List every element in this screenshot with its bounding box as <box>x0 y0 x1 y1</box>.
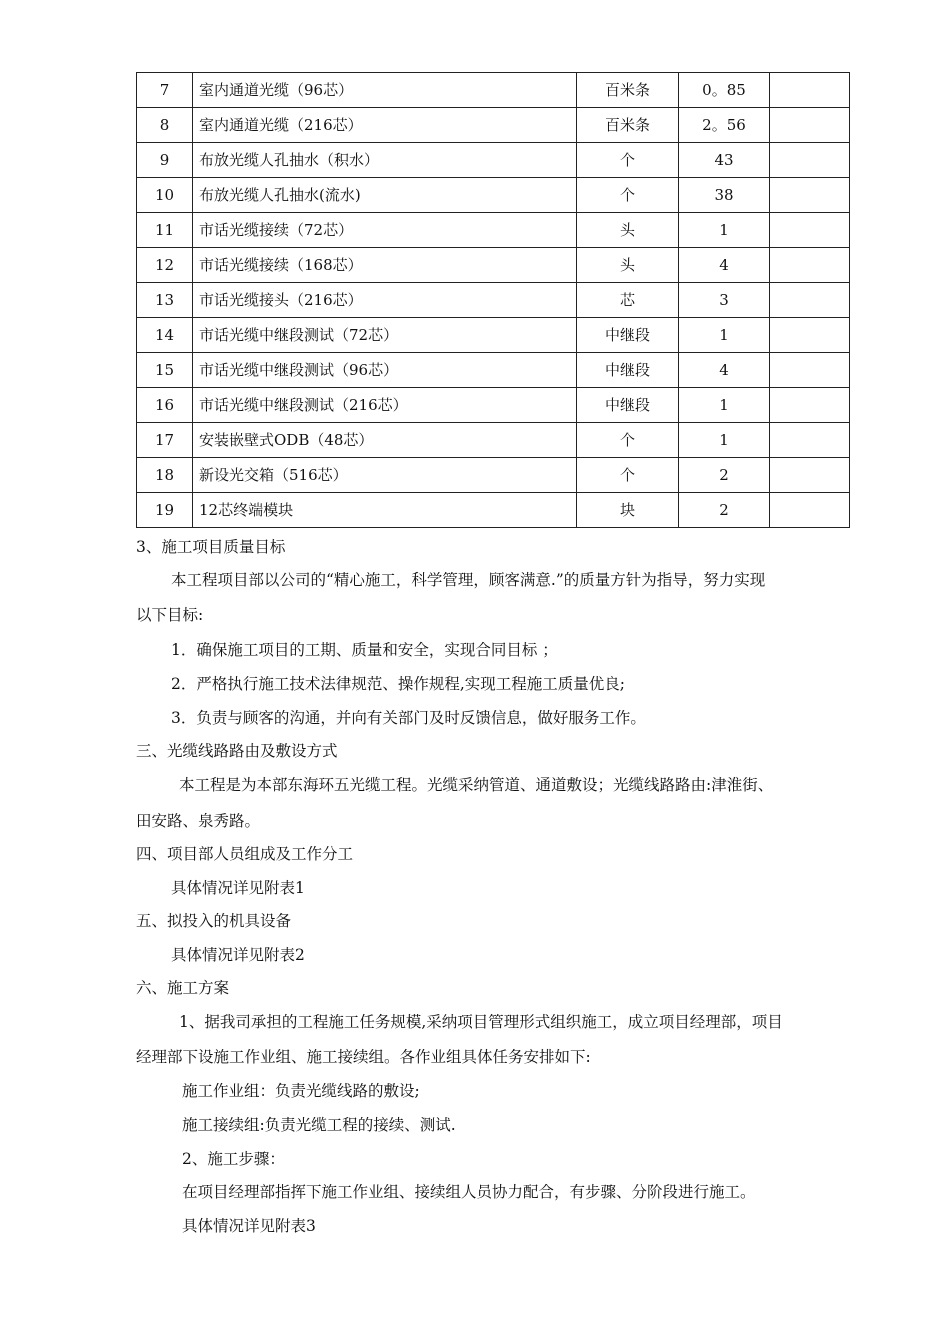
table-row <box>137 178 850 213</box>
item-name-cell: 室内通道光缆（96芯） <box>193 73 577 108</box>
item-note-cell <box>770 388 850 423</box>
plan-appendix-ref: 具体情况详见附表3 <box>182 1217 316 1235</box>
section-3-intro-line-2: 以下目标: <box>136 606 204 624</box>
item-name-cell: 市话光缆接续（168芯） <box>193 248 577 283</box>
work-quantity-table <box>136 72 850 528</box>
section-route-heading: 三、光缆线路路由及敷设方式 <box>136 742 338 760</box>
plan-paragraph-1-line-2: 经理部下设施工作业组、施工接续组。各作业组具体任务安排如下: <box>136 1048 591 1066</box>
table-row <box>137 143 850 178</box>
item-quantity-cell: 0。85 <box>679 73 770 108</box>
item-number-cell: 7 <box>137 73 193 108</box>
plan-group-2: 施工接续组:负责光缆工程的接续、测试. <box>182 1116 456 1134</box>
item-number-cell: 13 <box>137 283 193 318</box>
item-number-cell: 10 <box>137 178 193 213</box>
item-unit-cell: 中继段 <box>577 318 679 353</box>
item-name-cell: 市话光缆中继段测试（96芯） <box>193 353 577 388</box>
item-quantity-cell: 4 <box>679 248 770 283</box>
plan-steps-text: 在项目经理部指挥下施工作业组、接续组人员协力配合，有步骤、分阶段进行施工。 <box>182 1183 756 1201</box>
quality-goal-2: 2．严格执行施工技术法律规范、操作规程,实现工程施工质量优良; <box>171 675 626 693</box>
item-note-cell <box>770 108 850 143</box>
item-note-cell <box>770 493 850 528</box>
plan-paragraph-1-line-1: 1、据我司承担的工程施工任务规模,采纳项目管理形式组织施工，成立项目经理部，项目 <box>179 1013 783 1031</box>
table-row <box>137 213 850 248</box>
item-number-cell: 17 <box>137 423 193 458</box>
item-note-cell <box>770 213 850 248</box>
item-quantity-cell: 2 <box>679 458 770 493</box>
item-unit-cell: 个 <box>577 178 679 213</box>
table-row <box>137 283 850 318</box>
item-quantity-cell: 38 <box>679 178 770 213</box>
item-number-cell: 11 <box>137 213 193 248</box>
item-quantity-cell: 2。56 <box>679 108 770 143</box>
section-staff-heading: 四、项目部人员组成及工作分工 <box>136 845 354 863</box>
item-number-cell: 19 <box>137 493 193 528</box>
section-3-intro-line-1: 本工程项目部以公司的“精心施工，科学管理，顾客满意.”的质量方针为指导，努力实现 <box>171 571 766 589</box>
table-body <box>137 73 850 528</box>
item-quantity-cell: 4 <box>679 353 770 388</box>
section-staff-text: 具体情况详见附表1 <box>171 879 305 897</box>
table-row <box>137 458 850 493</box>
item-note-cell <box>770 143 850 178</box>
item-name-cell: 布放光缆人孔抽水(流水) <box>193 178 577 213</box>
item-number-cell: 14 <box>137 318 193 353</box>
item-quantity-cell: 1 <box>679 388 770 423</box>
item-number-cell: 9 <box>137 143 193 178</box>
table-row <box>137 73 850 108</box>
item-note-cell <box>770 248 850 283</box>
item-note-cell <box>770 178 850 213</box>
item-unit-cell: 中继段 <box>577 353 679 388</box>
item-unit-cell: 个 <box>577 423 679 458</box>
item-note-cell <box>770 73 850 108</box>
item-name-cell: 市话光缆中继段测试（216芯） <box>193 388 577 423</box>
table-row <box>137 353 850 388</box>
item-number-cell: 18 <box>137 458 193 493</box>
item-number-cell: 15 <box>137 353 193 388</box>
item-quantity-cell: 1 <box>679 423 770 458</box>
item-number-cell: 16 <box>137 388 193 423</box>
item-unit-cell: 个 <box>577 143 679 178</box>
item-note-cell <box>770 423 850 458</box>
item-name-cell: 12芯终端模块 <box>193 493 577 528</box>
section-route-text-line-1: 本工程是为本部东海环五光缆工程。光缆采纳管道、通道敷设；光缆线路路由:津淮街、 <box>179 776 774 794</box>
table-row <box>137 248 850 283</box>
item-name-cell: 市话光缆接头（216芯） <box>193 283 577 318</box>
item-note-cell <box>770 458 850 493</box>
quality-goal-3: 3．负责与顾客的沟通，并向有关部门及时反馈信息，做好服务工作。 <box>171 709 646 727</box>
plan-group-1: 施工作业组：负责光缆线路的敷设; <box>182 1082 420 1100</box>
quality-goal-1: 1．确保施工项目的工期、质量和安全，实现合同目标 ； <box>171 641 558 659</box>
section-equipment-text: 具体情况详见附表2 <box>171 946 305 964</box>
item-name-cell: 安装嵌壁式ODB（48芯） <box>193 423 577 458</box>
item-note-cell <box>770 318 850 353</box>
table-row <box>137 108 850 143</box>
item-unit-cell: 块 <box>577 493 679 528</box>
table-row <box>137 318 850 353</box>
section-plan-heading: 六、施工方案 <box>136 979 230 997</box>
item-number-cell: 12 <box>137 248 193 283</box>
item-unit-cell: 百米条 <box>577 73 679 108</box>
item-quantity-cell: 3 <box>679 283 770 318</box>
item-name-cell: 市话光缆接续（72芯） <box>193 213 577 248</box>
item-note-cell <box>770 283 850 318</box>
item-unit-cell: 中继段 <box>577 388 679 423</box>
plan-steps-heading: 2、施工步骤： <box>182 1150 285 1168</box>
item-quantity-cell: 1 <box>679 213 770 248</box>
section-3-quality-heading: 3、施工项目质量目标 <box>136 538 286 556</box>
item-name-cell: 市话光缆中继段测试（72芯） <box>193 318 577 353</box>
item-unit-cell: 百米条 <box>577 108 679 143</box>
section-route-text-line-2: 田安路、泉秀路。 <box>136 812 261 830</box>
item-unit-cell: 芯 <box>577 283 679 318</box>
table-row <box>137 388 850 423</box>
item-quantity-cell: 43 <box>679 143 770 178</box>
item-number-cell: 8 <box>137 108 193 143</box>
table-row <box>137 423 850 458</box>
item-name-cell: 室内通道光缆（216芯） <box>193 108 577 143</box>
item-name-cell: 布放光缆人孔抽水（积水） <box>193 143 577 178</box>
table-row <box>137 493 850 528</box>
item-unit-cell: 头 <box>577 213 679 248</box>
item-quantity-cell: 1 <box>679 318 770 353</box>
item-unit-cell: 个 <box>577 458 679 493</box>
item-quantity-cell: 2 <box>679 493 770 528</box>
item-unit-cell: 头 <box>577 248 679 283</box>
section-equipment-heading: 五、拟投入的机具设备 <box>136 912 292 930</box>
item-note-cell <box>770 353 850 388</box>
item-name-cell: 新设光交箱（516芯） <box>193 458 577 493</box>
